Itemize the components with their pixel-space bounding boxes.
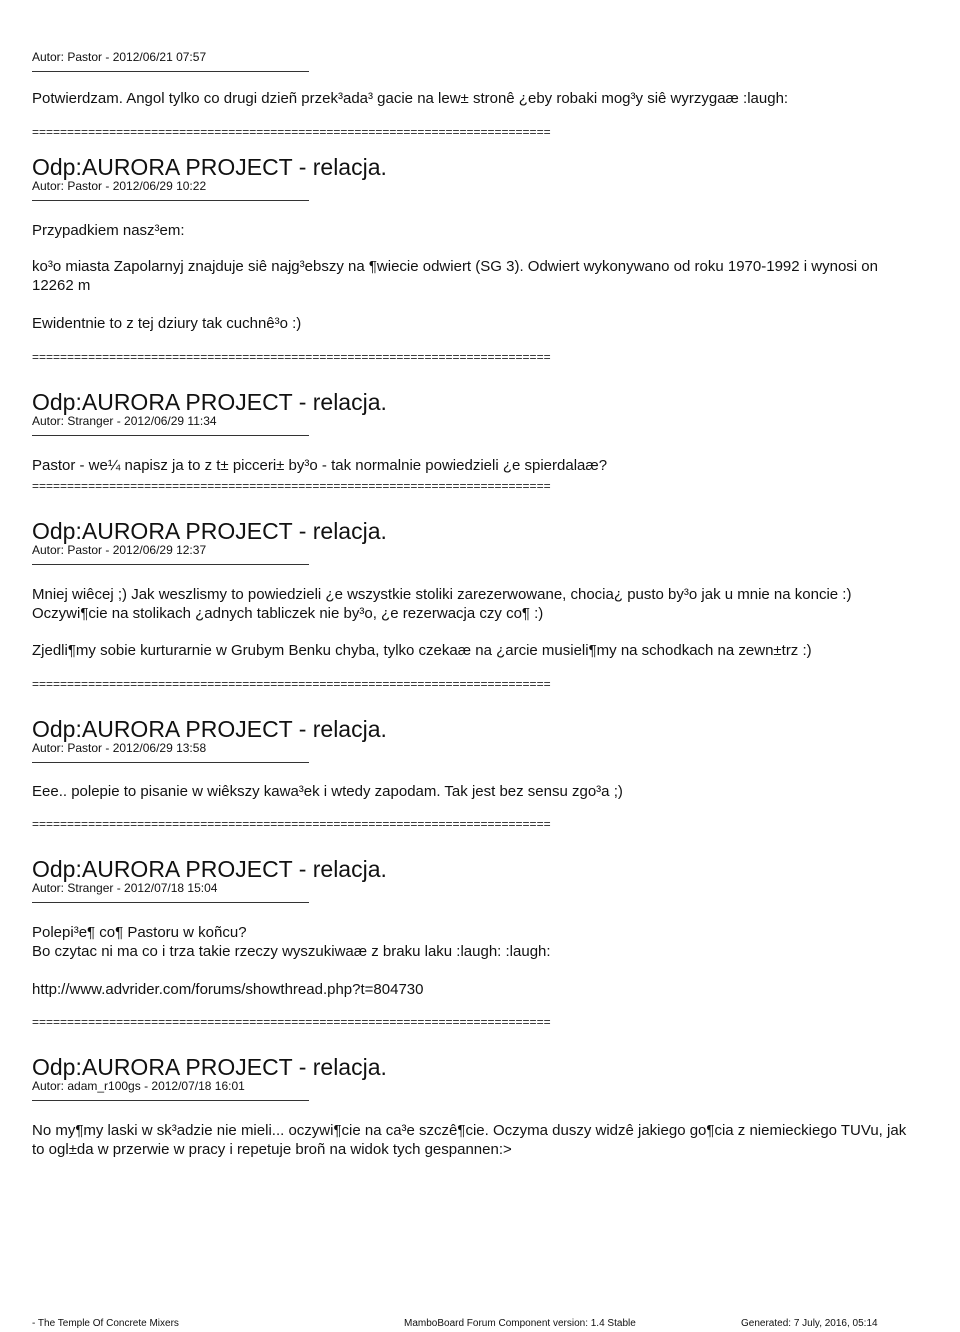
post-text: Eee.. polepie to pisanie w wiêkszy kawa³ek i wtedy zapodam. Tak jest bez sensu zgo³a ;): [32, 783, 623, 800]
post-title: Odp:AURORA PROJECT - relacja.: [32, 716, 387, 742]
post-author: Autor: Pastor - 2012/06/21 07:57: [32, 50, 207, 64]
divider: [32, 435, 309, 436]
forum-thread: [32, 50, 922, 1159]
separator: ==========================================================================: [32, 125, 551, 139]
post-1: [32, 154, 922, 333]
post-text: ko³o miasta Zapolarnyj znajduje siê najg³ebszy na ¶wiecie odwiert (SG 3). Odwiert wykonywano od roku 1970-1992 i wynosi on 12262 m: [32, 258, 878, 294]
post-text: No my¶my laski w sk³adzie nie mieli... oczywi¶cie na ca³e szczê¶cie. Oczyma duszy widzê jakiego go¶cia z niemieckiego TUVu, jak to ogl±da w przerwie w pracy i repetuje broñ na widok tych gespannen:>: [32, 1122, 907, 1158]
separator: ==========================================================================: [32, 677, 551, 691]
divider: [32, 762, 309, 763]
post-text: Zjedli¶my sobie kurturarnie w Grubym Benku chyba, tylko czekaæ na ¿arcie musieli¶my na schodkach na zewn±trz :): [32, 642, 812, 659]
separator: ==========================================================================: [32, 350, 551, 364]
divider: [32, 1100, 309, 1101]
post-author: Autor: Pastor - 2012/06/29 12:37: [32, 543, 207, 557]
footer-generated-date: Generated: 7 July, 2016, 05:14: [741, 1318, 878, 1329]
post-6: [32, 1054, 922, 1159]
post-text: Potwierdzam. Angol tylko co drugi dzieñ przek³ada³ gacie na lew± stronê ¿eby robaki mog³y siê wyrzygaæ :laugh:: [32, 90, 789, 107]
post-text: Przypadkiem nasz³em:: [32, 222, 185, 239]
footer-site-name: - The Temple Of Concrete Mixers: [32, 1318, 179, 1329]
post-3: [32, 518, 922, 660]
post-author: Autor: adam_r100gs - 2012/07/18 16:01: [32, 1079, 245, 1093]
post-text: Ewidentnie to z tej dziury tak cuchnê³o :): [32, 315, 302, 332]
separator: ==========================================================================: [32, 817, 551, 831]
post-text: Mniej wiêcej ;) Jak weszlismy to powiedzieli ¿e wszystkie stoliki zarezerwowane, chocia¿ pusto by³o jak u mnie na koncie :) Oczywi¶cie na stolikach ¿adnych tabliczek nie by³o, ¿e rezerwacja czy co¶ :): [32, 586, 852, 622]
post-text: Polepi³e¶ co¶ Pastoru w koñcu?: [32, 924, 247, 941]
post-title: Odp:AURORA PROJECT - relacja.: [32, 154, 387, 180]
separator: ==========================================================================: [32, 1015, 551, 1029]
post-title: Odp:AURORA PROJECT - relacja.: [32, 518, 387, 544]
divider: [32, 564, 309, 565]
post-author: Autor: Pastor - 2012/06/29 13:58: [32, 741, 207, 755]
post-author: Autor: Stranger - 2012/06/29 11:34: [32, 414, 217, 428]
divider: [32, 200, 309, 201]
post-author: Autor: Stranger - 2012/07/18 15:04: [32, 881, 218, 895]
post-text: Bo czytac ni ma co i trza takie rzeczy wyszukiwaæ z braku laku :laugh: :laugh:: [32, 943, 551, 960]
post-2: [32, 389, 922, 475]
post-title: Odp:AURORA PROJECT - relacja.: [32, 1054, 387, 1080]
post-4: [32, 716, 922, 801]
post-author: Autor: Pastor - 2012/06/29 10:22: [32, 179, 207, 193]
divider: [32, 71, 309, 72]
post-title: Odp:AURORA PROJECT - relacja.: [32, 389, 387, 415]
post-5: [32, 856, 922, 999]
divider: [32, 902, 309, 903]
separator: ==========================================================================: [32, 479, 551, 493]
post-0: [32, 50, 922, 108]
footer-component-version: MamboBoard Forum Component version: 1.4 Stable: [404, 1318, 636, 1329]
post-title: Odp:AURORA PROJECT - relacja.: [32, 856, 387, 882]
post-text: Pastor - we¼ napisz ja to z t± picceri± by³o - tak normalnie powiedzieli ¿e spierdalaæ?: [32, 457, 608, 474]
post-link[interactable]: http://www.advrider.com/forums/showthread.php?t=804730: [32, 981, 424, 998]
